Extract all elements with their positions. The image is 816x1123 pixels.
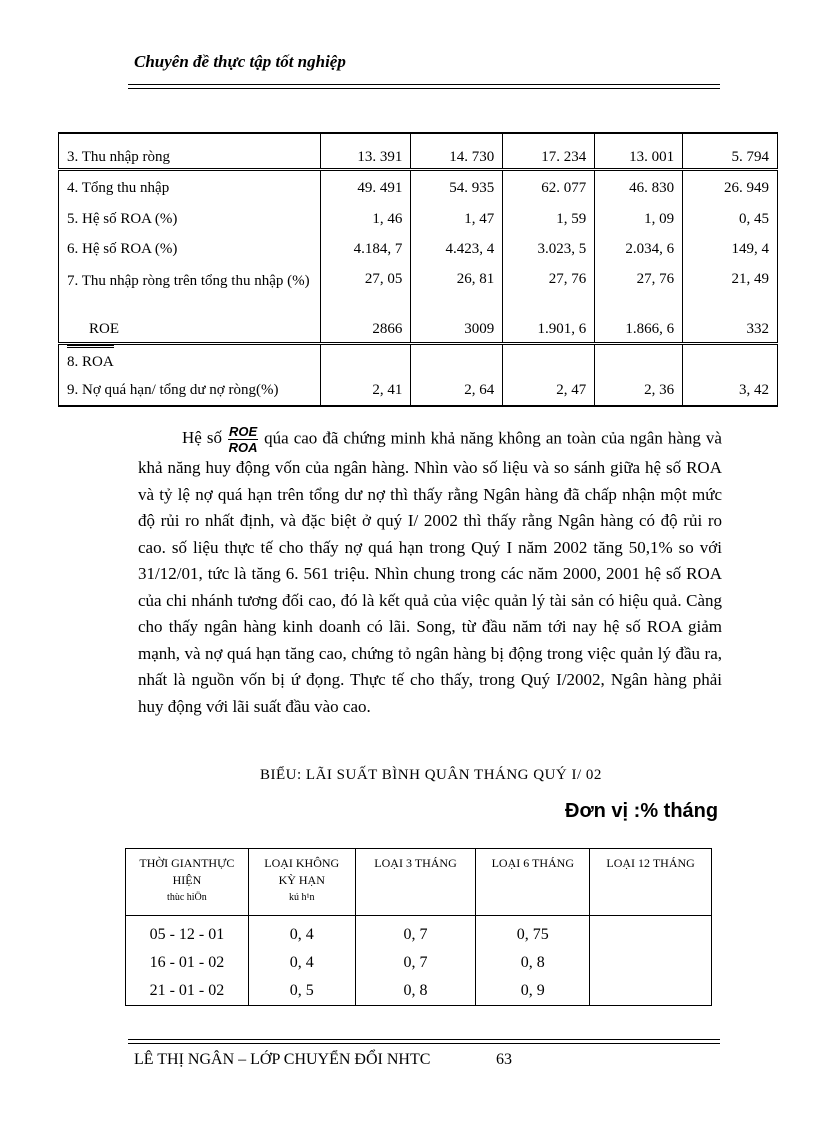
cell: 1, 46: [320, 206, 411, 236]
cell: 3009: [411, 316, 503, 344]
cell: 26. 949: [683, 170, 778, 206]
table-row: [126, 977, 712, 1006]
table-row: [59, 316, 778, 344]
cell: 0, 7: [355, 916, 476, 950]
cell: 1.901, 6: [503, 316, 595, 344]
cell: 21 - 01 - 02: [126, 977, 249, 1006]
row-label: 3. Thu nhập ròng: [59, 133, 321, 170]
cell: 05 - 12 - 01: [126, 916, 249, 950]
cell: 1, 59: [503, 206, 595, 236]
row-label: ROE: [59, 316, 321, 344]
cell: 2, 36: [595, 378, 683, 406]
cell: [590, 949, 712, 977]
cell: 0, 75: [476, 916, 590, 950]
cell: 2866: [320, 316, 411, 344]
unit-label: Đơn vị :% tháng: [565, 800, 719, 822]
cell: 13. 391: [320, 133, 411, 170]
interest-rate-table: [125, 848, 712, 1006]
cell: 0, 5: [248, 977, 355, 1006]
cell: [320, 344, 411, 378]
section-title: BIỂU: LÃI SUẤT BÌNH QUÂN THÁNG QUÝ I/ 02: [260, 767, 602, 783]
column-header: THỜI GIANTHỰC HIỆN thùc hiÖn: [126, 849, 249, 916]
row-label: 7. Thu nhập ròng trên tổng thu nhập (%): [59, 266, 321, 316]
cell: 2, 47: [503, 378, 595, 406]
table-row: [59, 133, 778, 170]
cell: 2, 64: [411, 378, 503, 406]
cell: 54. 935: [411, 170, 503, 206]
table-row: [59, 206, 778, 236]
table-row: [59, 170, 778, 206]
cell: 27, 76: [503, 266, 595, 316]
table-row: [59, 378, 778, 406]
cell: 3, 42: [683, 378, 778, 406]
cell: 149, 4: [683, 236, 778, 266]
cell: 0, 8: [355, 977, 476, 1006]
header-rule-bottom: [128, 88, 720, 89]
cell: 17. 234: [503, 133, 595, 170]
table-row: [59, 266, 778, 316]
row-label: 4. Tổng thu nhập: [59, 170, 321, 206]
analysis-paragraph: [138, 424, 722, 720]
cell: 2, 41: [320, 378, 411, 406]
table-header-row: [126, 849, 712, 916]
column-header: LOẠI KHÔNG KỲ HẠN kú h¹n: [248, 849, 355, 916]
cell: [590, 916, 712, 950]
row-label: [59, 344, 321, 378]
roa-overline-label: 8. ROA: [67, 345, 114, 371]
cell: 5. 794: [683, 133, 778, 170]
column-header: LOẠI 3 THÁNG: [355, 849, 476, 916]
cell: 0, 8: [476, 949, 590, 977]
row-label: 9. Nợ quá hạn/ tổng dư nợ ròng(%): [59, 378, 321, 406]
cell: 1, 09: [595, 206, 683, 236]
cell: 3.023, 5: [503, 236, 595, 266]
paragraph-lead: Hệ số: [182, 428, 222, 448]
column-header: LOẠI 6 THÁNG: [476, 849, 590, 916]
cell: 27, 05: [320, 266, 411, 316]
cell: [683, 344, 778, 378]
cell: [590, 977, 712, 1006]
cell: 14. 730: [411, 133, 503, 170]
page-number: 63: [496, 1051, 512, 1068]
table-row: [59, 344, 778, 378]
roe-roa-fraction: [228, 424, 258, 455]
cell: 26, 81: [411, 266, 503, 316]
footer-rule-top: [128, 1039, 720, 1040]
cell: 21, 49: [683, 266, 778, 316]
financial-indicators-table: [58, 132, 778, 407]
row-label: 6. Hệ số ROA (%): [59, 236, 321, 266]
cell: [411, 344, 503, 378]
footer-author: LÊ THỊ NGÂN – LỚP CHUYỂN ĐỔI NHTC: [134, 1051, 431, 1068]
table-row: [59, 236, 778, 266]
cell: 332: [683, 316, 778, 344]
cell: 49. 491: [320, 170, 411, 206]
table-row: [126, 949, 712, 977]
cell: 27, 76: [595, 266, 683, 316]
cell: 13. 001: [595, 133, 683, 170]
table-row: [126, 916, 712, 950]
cell: 0, 4: [248, 949, 355, 977]
cell: [595, 344, 683, 378]
page-header-title: Chuyên đề thực tập tốt nghiệp: [134, 52, 346, 71]
fraction-numerator: ROE: [228, 424, 258, 439]
cell: 0, 4: [248, 916, 355, 950]
cell: [503, 344, 595, 378]
cell: 0, 7: [355, 949, 476, 977]
cell: 4.184, 7: [320, 236, 411, 266]
cell: 1, 47: [411, 206, 503, 236]
cell: 2.034, 6: [595, 236, 683, 266]
paragraph-text: qúa cao đã chứng minh khả năng không an toàn của ngân hàng và khả năng huy động vốn của ngân hàng. Nhìn vào số liệu và so sánh giữa hệ số ROA và tỷ lệ nợ quá hạn trên tổng dư nợ thì thấy rằng Ngân hàng đã chấp nhận một mức độ rủi ro nhất định, và đặc biệt ở quý I/ 2002 thì thấy rằng Ngân hàng có độ rủi ro cao. số liệu thực tế cho thấy nợ quá hạn trong Quý I năm 2002 tăng 50,1% so với 31/12/01, tức là tăng 6. 561 triệu. Nhìn chung trong các năm 2000, 2001 hệ số ROA của chi nhánh tương đối cao, đó là kết quả của việc quản lý tài sản có hiệu quả. Càng cho thấy ngân hàng kinh doanh có lãi. Song, từ đầu năm tới nay hệ số ROA giảm mạnh, và nợ quá hạn tăng cao, chứng tỏ ngân hàng bị động trong việc quản lý đầu ra, nhất là nguồn vốn bị ứ đọng. Thực tế cho thấy, trong Quý I/2002, Ngân hàng phải huy động với lãi suất đầu vào cao.: [138, 428, 722, 716]
fraction-denominator: ROA: [228, 440, 258, 455]
row-label: 5. Hệ số ROA (%): [59, 206, 321, 236]
cell: 62. 077: [503, 170, 595, 206]
cell: 1.866, 6: [595, 316, 683, 344]
cell: 4.423, 4: [411, 236, 503, 266]
column-header: LOẠI 12 THÁNG: [590, 849, 712, 916]
cell: 0, 45: [683, 206, 778, 236]
footer-rule-bottom: [128, 1043, 720, 1044]
cell: 46. 830: [595, 170, 683, 206]
header-rule-top: [128, 84, 720, 85]
cell: 0, 9: [476, 977, 590, 1006]
cell: 16 - 01 - 02: [126, 949, 249, 977]
